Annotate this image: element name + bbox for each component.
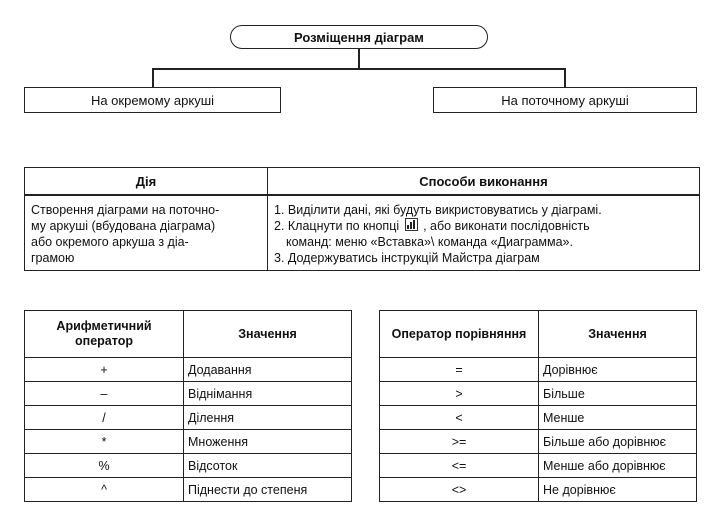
table-row: [380, 430, 697, 454]
step-1: 1. Виділити дані, які будуть викристовуватись у діаграмі.: [274, 203, 602, 217]
table-row: [25, 430, 352, 454]
table-row: [25, 406, 352, 430]
arith-meaning: Додавання: [184, 358, 352, 382]
compare-header-meaning: Значення: [539, 311, 697, 358]
arith-header-meaning: Значення: [184, 311, 352, 358]
methods-table: [24, 167, 700, 271]
compare-meaning: Більше або дорівнює: [539, 430, 697, 454]
arith-table: [24, 310, 352, 502]
step-2-end: , або виконати послідовність: [423, 219, 590, 233]
table-row: [380, 382, 697, 406]
arith-header-operator: Арифметичний оператор: [25, 311, 184, 358]
compare-meaning: Менше або дорівнює: [539, 454, 697, 478]
table-row: [380, 358, 697, 382]
table-row: [380, 478, 697, 502]
arith-meaning: Піднести до степеня: [184, 478, 352, 502]
compare-meaning: Не дорівнює: [539, 478, 697, 502]
arith-op: –: [25, 382, 184, 406]
compare-op: <>: [380, 478, 539, 502]
methods-action-cell: [25, 195, 268, 271]
chart-wizard-icon: [405, 218, 418, 231]
step-2-cont: команд: меню «Вставка»\ команда «Диаграмма».: [286, 235, 573, 249]
compare-op: =: [380, 358, 539, 382]
compare-table: [379, 310, 697, 502]
action-line: грамою: [31, 251, 75, 265]
arith-meaning: Ділення: [184, 406, 352, 430]
diagram-left-box: На окремому аркуші: [24, 87, 281, 113]
step-3: 3. Додержуватись інструкцій Майстра діаграм: [274, 251, 540, 265]
arith-meaning: Віднімання: [184, 382, 352, 406]
compare-op: >: [380, 382, 539, 406]
action-line: му аркуші (вбудована діаграма): [31, 219, 216, 233]
arith-op: *: [25, 430, 184, 454]
table-row: [25, 478, 352, 502]
diagram-root: Розміщення діаграм: [230, 25, 488, 49]
action-line: Створення діаграми на поточно-: [31, 203, 220, 217]
table-row: [25, 382, 352, 406]
methods-steps-cell: [268, 195, 700, 271]
table-row: [380, 406, 697, 430]
compare-header-operator: Оператор порівняння: [380, 311, 539, 358]
arith-meaning: Відсоток: [184, 454, 352, 478]
compare-meaning: Дорівнює: [539, 358, 697, 382]
arith-op: /: [25, 406, 184, 430]
step-2: [274, 218, 693, 234]
arith-op: ^: [25, 478, 184, 502]
compare-meaning: Менше: [539, 406, 697, 430]
diagram-right-box: На поточному аркуші: [433, 87, 697, 113]
compare-meaning: Більше: [539, 382, 697, 406]
diagram-connector-horizontal: [152, 68, 565, 70]
table-row: [380, 454, 697, 478]
action-line: або окремого аркуша з діа-: [31, 235, 189, 249]
methods-header-action: Дія: [25, 168, 268, 196]
step-2-start: 2. Клацнути по кнопці: [274, 219, 400, 233]
methods-header-ways: Способи виконання: [268, 168, 700, 196]
arith-op: +: [25, 358, 184, 382]
arith-meaning: Множення: [184, 430, 352, 454]
table-row: [25, 358, 352, 382]
diagram-connector-left: [152, 68, 154, 88]
compare-op: <: [380, 406, 539, 430]
table-row: [25, 454, 352, 478]
compare-op: >=: [380, 430, 539, 454]
compare-op: <=: [380, 454, 539, 478]
diagram-connector-right: [564, 68, 566, 88]
arith-op: %: [25, 454, 184, 478]
diagram-connector-vertical: [358, 49, 360, 69]
